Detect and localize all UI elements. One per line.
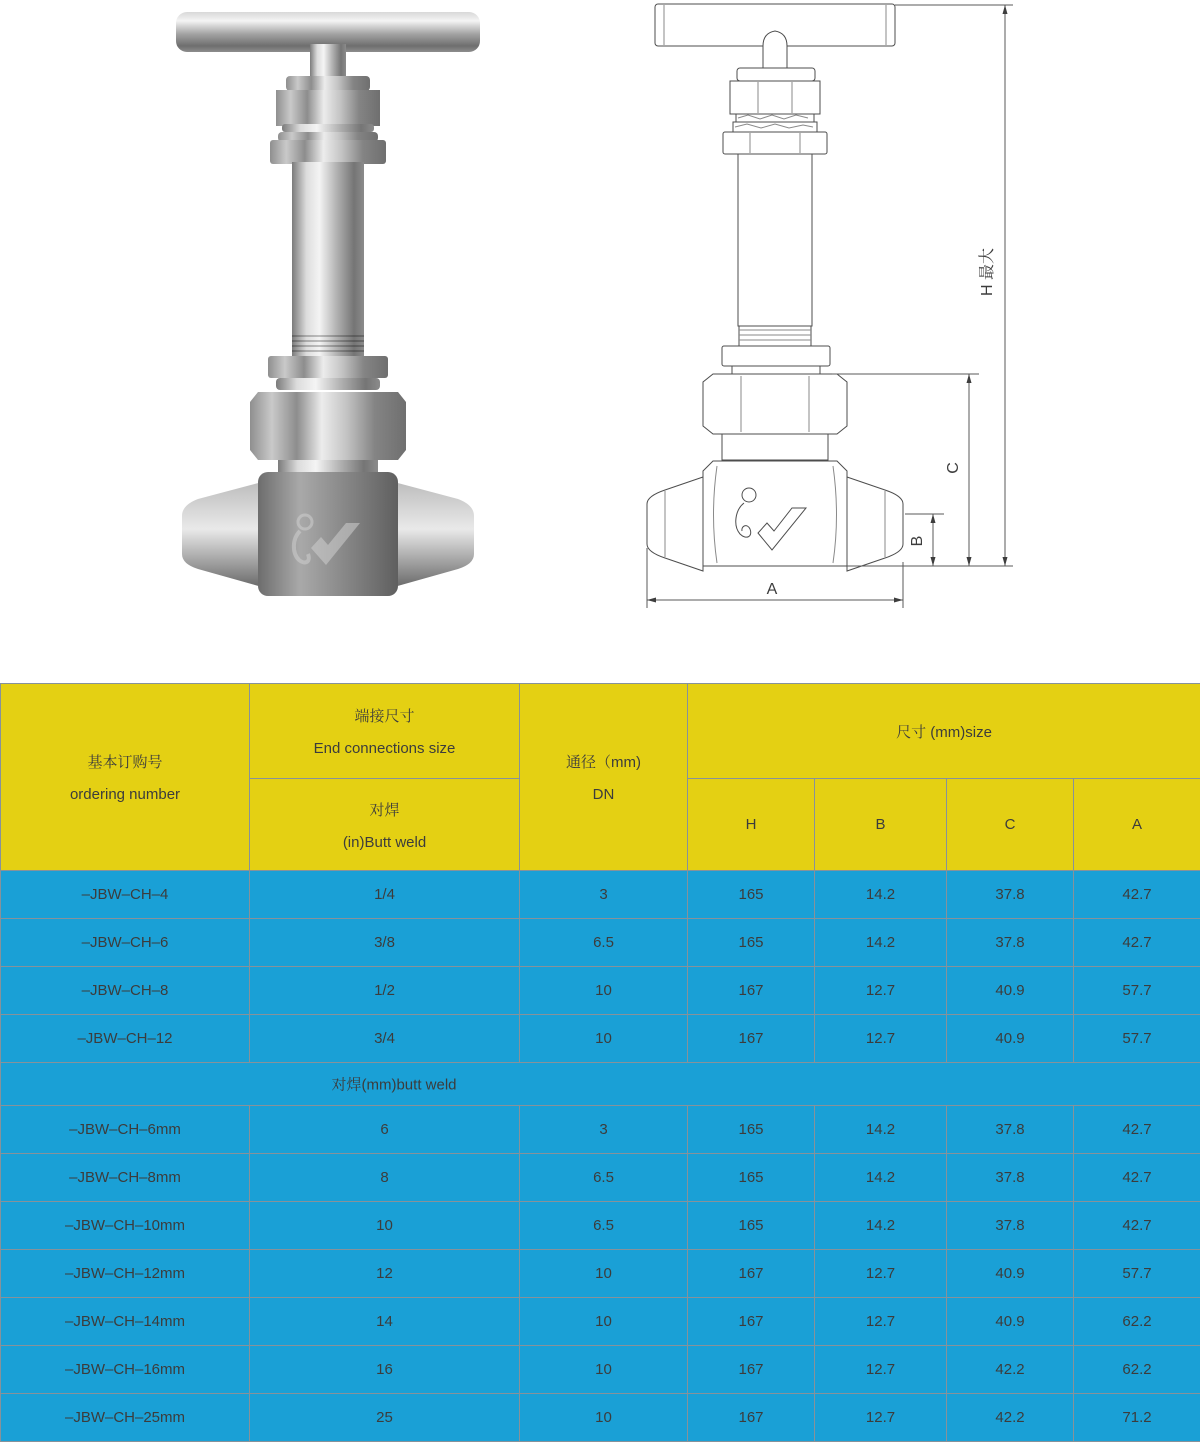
dn-cell: 10 bbox=[520, 1394, 688, 1442]
header-size-group: 尺寸 (mm)size bbox=[688, 684, 1200, 779]
dn-cell: 6.5 bbox=[520, 919, 688, 967]
drawing-body bbox=[703, 461, 847, 566]
dim-c-cell: 40.9 bbox=[947, 1250, 1074, 1298]
dim-c-cell: 42.2 bbox=[947, 1346, 1074, 1394]
dim-h-cell: 167 bbox=[688, 1394, 815, 1442]
butt-weld-cell: 14 bbox=[250, 1298, 520, 1346]
dn-cell: 3 bbox=[520, 1106, 688, 1154]
dim-a-cell: 62.2 bbox=[1074, 1346, 1200, 1394]
dim-c-cell: 37.8 bbox=[947, 1202, 1074, 1250]
table-row bbox=[1, 919, 1200, 967]
butt-weld-cell: 10 bbox=[250, 1202, 520, 1250]
header-butt-zh: 对焊 bbox=[250, 799, 519, 820]
dim-b-cell: 12.7 bbox=[815, 967, 947, 1015]
table-row bbox=[1, 1346, 1200, 1394]
butt-weld-cell: 25 bbox=[250, 1394, 520, 1442]
dim-a-cell: 42.7 bbox=[1074, 1154, 1200, 1202]
drawing-bonnet bbox=[738, 154, 812, 326]
dim-b-cell: 12.7 bbox=[815, 1015, 947, 1063]
ordering-number-cell: –JBW–CH–6mm bbox=[1, 1106, 250, 1154]
separator-cell bbox=[1, 1063, 1200, 1106]
dn-cell: 6.5 bbox=[520, 1202, 688, 1250]
dim-a-cell: 71.2 bbox=[1074, 1394, 1200, 1442]
butt-weld-cell: 1/2 bbox=[250, 967, 520, 1015]
dn-cell: 3 bbox=[520, 871, 688, 919]
dn-cell: 10 bbox=[520, 1250, 688, 1298]
header-dn bbox=[520, 684, 688, 871]
dn-cell: 10 bbox=[520, 1015, 688, 1063]
table-row bbox=[1, 1298, 1200, 1346]
photo-body bbox=[182, 472, 474, 596]
dn-cell: 6.5 bbox=[520, 1154, 688, 1202]
dim-h-cell: 167 bbox=[688, 1015, 815, 1063]
dim-c-cell: 42.2 bbox=[947, 1394, 1074, 1442]
header-end-zh: 端接尺寸 bbox=[250, 705, 519, 726]
ordering-number-cell: –JBW–CH–25mm bbox=[1, 1394, 250, 1442]
header-dim-b: B bbox=[815, 779, 947, 871]
table-row bbox=[1, 1015, 1200, 1063]
butt-weld-cell: 6 bbox=[250, 1106, 520, 1154]
dim-h-cell: 167 bbox=[688, 1346, 815, 1394]
dim-b bbox=[905, 514, 944, 566]
dim-c-cell: 37.8 bbox=[947, 1106, 1074, 1154]
dn-cell: 10 bbox=[520, 1346, 688, 1394]
dim-a-cell: 57.7 bbox=[1074, 1015, 1200, 1063]
dim-h-cell: 165 bbox=[688, 1202, 815, 1250]
dim-c-cell: 40.9 bbox=[947, 1015, 1074, 1063]
table-row bbox=[1, 871, 1200, 919]
ordering-number-cell: –JBW–CH–12mm bbox=[1, 1250, 250, 1298]
table-row bbox=[1, 1394, 1200, 1442]
dim-h-cell: 165 bbox=[688, 1154, 815, 1202]
dim-b-cell: 12.7 bbox=[815, 1250, 947, 1298]
dim-h-cell: 167 bbox=[688, 1298, 815, 1346]
header-dn-en: DN bbox=[520, 786, 687, 803]
table-row bbox=[1, 967, 1200, 1015]
butt-weld-cell: 3/4 bbox=[250, 1015, 520, 1063]
butt-weld-cell: 1/4 bbox=[250, 871, 520, 919]
dim-c-cell: 40.9 bbox=[947, 967, 1074, 1015]
ordering-number-cell: –JBW–CH–4 bbox=[1, 871, 250, 919]
ordering-number-cell: –JBW–CH–8mm bbox=[1, 1154, 250, 1202]
dim-c-cell: 40.9 bbox=[947, 1298, 1074, 1346]
figures-section bbox=[0, 0, 1200, 683]
dim-b-cell: 14.2 bbox=[815, 1202, 947, 1250]
dim-a-cell: 42.7 bbox=[1074, 919, 1200, 967]
header-ordering-zh: 基本订购号 bbox=[1, 751, 249, 772]
photo-bonnet-stack bbox=[250, 76, 406, 476]
header-dim-c: C bbox=[947, 779, 1074, 871]
header-butt-weld bbox=[250, 779, 520, 871]
dn-cell: 10 bbox=[520, 1298, 688, 1346]
dim-a-cell: 57.7 bbox=[1074, 1250, 1200, 1298]
drawing-body-nut bbox=[703, 374, 847, 434]
valve-product-photo bbox=[158, 2, 508, 620]
header-ordering-en: ordering number bbox=[1, 786, 249, 803]
dim-a-cell: 42.7 bbox=[1074, 871, 1200, 919]
dim-c-cell: 37.8 bbox=[947, 919, 1074, 967]
dim-b-cell: 14.2 bbox=[815, 1106, 947, 1154]
spec-table bbox=[0, 683, 1200, 1442]
ordering-number-cell: –JBW–CH–12 bbox=[1, 1015, 250, 1063]
svg-text:A: A bbox=[767, 581, 778, 598]
butt-weld-cell: 8 bbox=[250, 1154, 520, 1202]
table-row bbox=[1, 1250, 1200, 1298]
dim-b-cell: 12.7 bbox=[815, 1346, 947, 1394]
ordering-number-cell: –JBW–CH–10mm bbox=[1, 1202, 250, 1250]
dim-a-cell: 62.2 bbox=[1074, 1298, 1200, 1346]
header-end-connections bbox=[250, 684, 520, 779]
photo-t-handle bbox=[176, 12, 480, 82]
butt-weld-cell: 16 bbox=[250, 1346, 520, 1394]
valve-technical-drawing bbox=[600, 0, 1020, 625]
ordering-number-cell: –JBW–CH–8 bbox=[1, 967, 250, 1015]
ordering-number-cell: –JBW–CH–14mm bbox=[1, 1298, 250, 1346]
svg-text:B: B bbox=[909, 536, 926, 547]
butt-weld-mm-separator-row bbox=[1, 1063, 1200, 1106]
dim-b-cell: 14.2 bbox=[815, 1154, 947, 1202]
ordering-number-cell: –JBW–CH–16mm bbox=[1, 1346, 250, 1394]
header-dim-h: H bbox=[688, 779, 815, 871]
dn-cell: 10 bbox=[520, 967, 688, 1015]
dim-b-cell: 12.7 bbox=[815, 1298, 947, 1346]
table-row bbox=[1, 1202, 1200, 1250]
header-butt-en: (in)Butt weld bbox=[250, 834, 519, 851]
dim-a-cell: 57.7 bbox=[1074, 967, 1200, 1015]
ordering-number-cell: –JBW–CH–6 bbox=[1, 919, 250, 967]
header-dim-a: A bbox=[1074, 779, 1200, 871]
dim-c-cell: 37.8 bbox=[947, 871, 1074, 919]
dim-b-cell: 14.2 bbox=[815, 919, 947, 967]
dim-b-cell: 14.2 bbox=[815, 871, 947, 919]
dim-h-cell: 165 bbox=[688, 1106, 815, 1154]
header-dn-zh: 通径（mm) bbox=[520, 751, 687, 772]
dim-h-cell: 165 bbox=[688, 919, 815, 967]
table-row bbox=[1, 1154, 1200, 1202]
svg-text:C: C bbox=[945, 462, 962, 474]
butt-weld-cell: 12 bbox=[250, 1250, 520, 1298]
header-ordering-number bbox=[1, 684, 250, 871]
svg-text:H 最大: H 最大 bbox=[978, 248, 996, 296]
table-row bbox=[1, 1106, 1200, 1154]
header-end-en: End connections size bbox=[250, 740, 519, 757]
dim-a-cell: 42.7 bbox=[1074, 1202, 1200, 1250]
butt-weld-cell: 3/8 bbox=[250, 919, 520, 967]
dim-h-cell: 165 bbox=[688, 871, 815, 919]
dim-h bbox=[895, 5, 1013, 566]
dim-a-cell: 42.7 bbox=[1074, 1106, 1200, 1154]
dim-h-cell: 167 bbox=[688, 1250, 815, 1298]
dim-b-cell: 12.7 bbox=[815, 1394, 947, 1442]
separator-label: 对焊(mm)butt weld bbox=[331, 1074, 456, 1095]
dim-h-cell: 167 bbox=[688, 967, 815, 1015]
dim-c-cell: 37.8 bbox=[947, 1154, 1074, 1202]
